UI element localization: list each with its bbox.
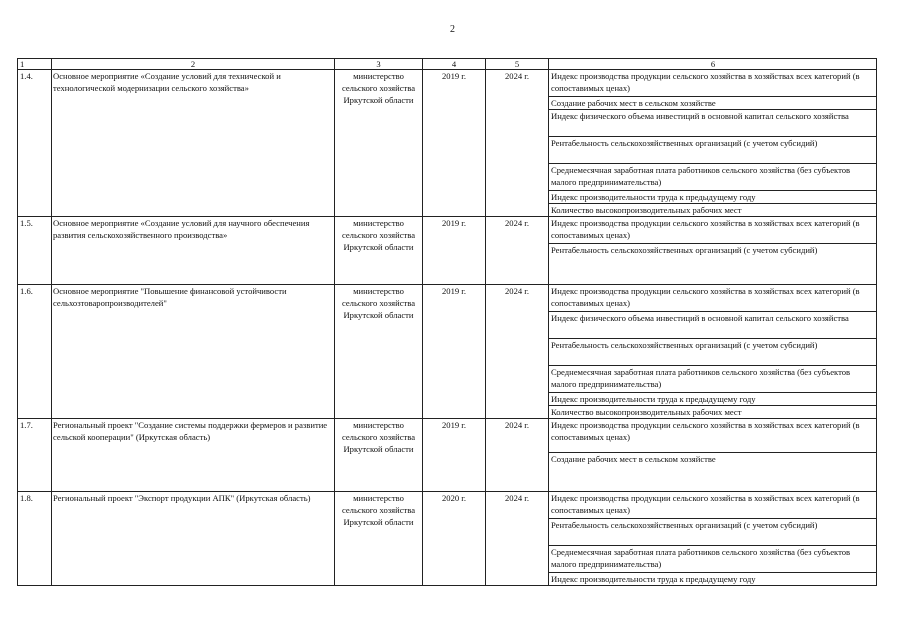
column-header: 1 <box>18 59 52 70</box>
end-year: 2024 г. <box>486 217 549 285</box>
indicator-cell: Индекс производства продукции сельского хозяйства в хозяйствах всех категорий (в сопоставимых ценах) <box>549 492 877 519</box>
table-row <box>18 70 877 97</box>
column-header: 3 <box>335 59 423 70</box>
indicator-cell: Рентабельность сельскохозяйственных организаций (с учетом субсидий) <box>549 519 877 546</box>
indicator-cell: Рентабельность сельскохозяйственных организаций (с учетом субсидий) <box>549 339 877 366</box>
start-year: 2019 г. <box>423 419 486 492</box>
indicator-cell: Индекс производительности труда к предыдущему году <box>549 393 877 406</box>
row-number: 1.7. <box>18 419 52 492</box>
indicator-cell: Индекс производства продукции сельского хозяйства в хозяйствах всех категорий (в сопоставимых ценах) <box>549 419 877 453</box>
indicator-cell: Рентабельность сельскохозяйственных организаций (с учетом субсидий) <box>549 137 877 164</box>
activity-name: Основное мероприятие «Создание условий для научного обеспечения развития сельскохозяйственного производства» <box>52 217 335 285</box>
start-year: 2019 г. <box>423 217 486 285</box>
indicator-cell: Индекс производства продукции сельского хозяйства в хозяйствах всех категорий (в сопоставимых ценах) <box>549 285 877 312</box>
executor: министерство сельского хозяйства Иркутской области <box>335 492 423 586</box>
activity-name: Региональный проект "Экспорт продукции АПК" (Иркутская область) <box>52 492 335 586</box>
end-year: 2024 г. <box>486 285 549 419</box>
table-row <box>18 285 877 312</box>
column-header: 4 <box>423 59 486 70</box>
start-year: 2019 г. <box>423 70 486 217</box>
executor: министерство сельского хозяйства Иркутской области <box>335 217 423 285</box>
activity-name: Основное мероприятие "Повышение финансовой устойчивости сельхозтоваропроизводителей" <box>52 285 335 419</box>
start-year: 2019 г. <box>423 285 486 419</box>
program-table <box>17 58 877 586</box>
indicator-cell: Индекс производства продукции сельского хозяйства в хозяйствах всех категорий (в сопоставимых ценах) <box>549 70 877 97</box>
end-year: 2024 г. <box>486 419 549 492</box>
column-header: 5 <box>486 59 549 70</box>
page-number: 2 <box>450 24 455 35</box>
executor: министерство сельского хозяйства Иркутской области <box>335 285 423 419</box>
indicator-cell: Индекс производительности труда к предыдущему году <box>549 573 877 586</box>
indicator-cell: Индекс производительности труда к предыдущему году <box>549 191 877 204</box>
row-number: 1.5. <box>18 217 52 285</box>
end-year: 2024 г. <box>486 492 549 586</box>
indicator-cell: Количество высокопроизводительных рабочих мест <box>549 204 877 217</box>
table-row <box>18 419 877 453</box>
column-number-row <box>18 59 877 70</box>
activity-name: Региональный проект "Создание системы поддержки фермеров и развитие сельской кооперации" (Иркутская область) <box>52 419 335 492</box>
table-body <box>18 70 877 586</box>
indicator-cell: Индекс физического объема инвестиций в основной капитал сельского хозяйства <box>549 312 877 339</box>
indicator-cell: Рентабельность сельскохозяйственных организаций (с учетом субсидий) <box>549 244 877 285</box>
indicator-cell: Индекс физического объема инвестиций в основной капитал сельского хозяйства <box>549 110 877 137</box>
executor: министерство сельского хозяйства Иркутской области <box>335 419 423 492</box>
indicator-cell: Среднемесячная заработная плата работников сельского хозяйства (без субъектов малого предпринимательства) <box>549 366 877 393</box>
activity-name: Основное мероприятие «Создание условий для технической и технологической модернизации сельского хозяйства» <box>52 70 335 217</box>
indicator-cell: Создание рабочих мест в сельском хозяйстве <box>549 453 877 492</box>
table-row <box>18 217 877 244</box>
end-year: 2024 г. <box>486 70 549 217</box>
indicator-cell: Количество высокопроизводительных рабочих мест <box>549 406 877 419</box>
column-header: 6 <box>549 59 877 70</box>
table-row <box>18 492 877 519</box>
column-header: 2 <box>52 59 335 70</box>
indicator-cell: Индекс производства продукции сельского хозяйства в хозяйствах всех категорий (в сопоставимых ценах) <box>549 217 877 244</box>
row-number: 1.6. <box>18 285 52 419</box>
indicator-cell: Создание рабочих мест в сельском хозяйстве <box>549 97 877 110</box>
row-number: 1.8. <box>18 492 52 586</box>
row-number: 1.4. <box>18 70 52 217</box>
executor: министерство сельского хозяйства Иркутской области <box>335 70 423 217</box>
indicator-cell: Среднемесячная заработная плата работников сельского хозяйства (без субъектов малого предпринимательства) <box>549 546 877 573</box>
indicator-cell: Среднемесячная заработная плата работников сельского хозяйства (без субъектов малого предпринимательства) <box>549 164 877 191</box>
start-year: 2020 г. <box>423 492 486 586</box>
